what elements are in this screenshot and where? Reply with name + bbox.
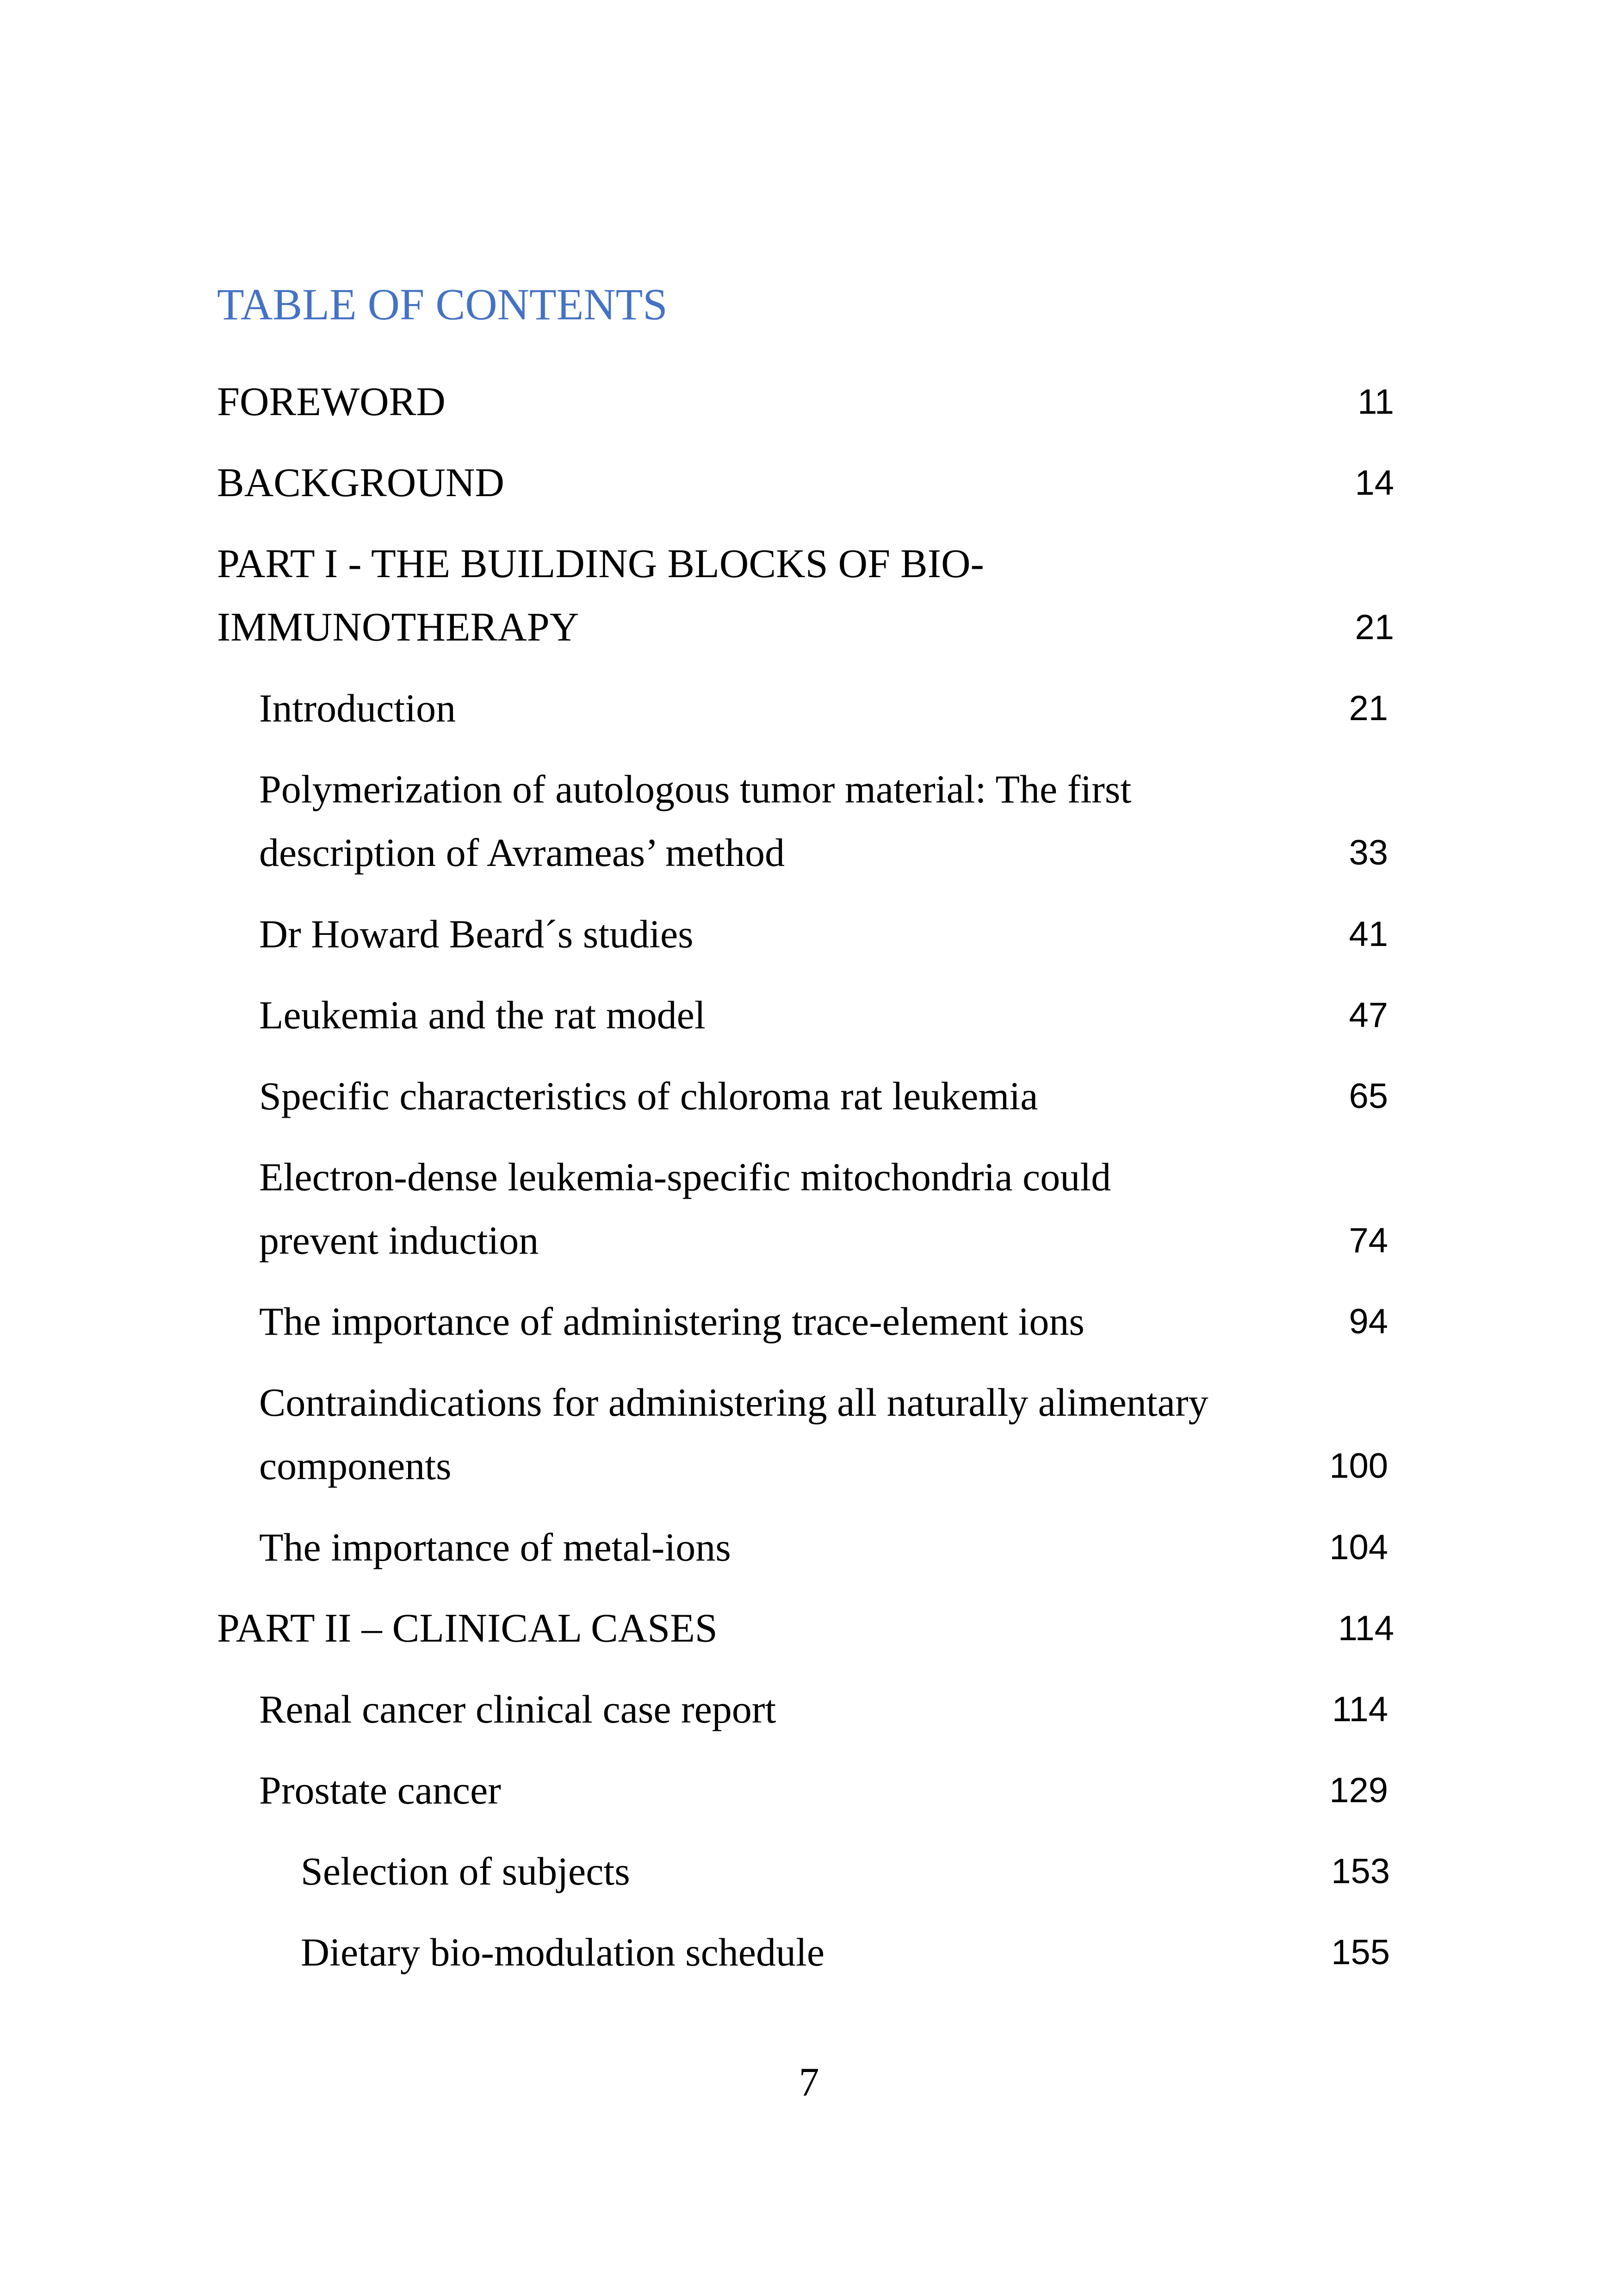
toc-entry-title: The importance of administering trace-element ions (259, 1299, 1085, 1344)
toc-entry-introduction[interactable] (259, 677, 1388, 740)
toc-entry-polymerization[interactable] (259, 758, 1388, 884)
toc-entry-title: Dr Howard Beard´s studies (259, 912, 694, 956)
toc-entry-trace-element[interactable] (259, 1290, 1388, 1353)
toc-entry-page: 155 (1331, 1933, 1390, 1972)
toc-entry-title: Introduction (259, 686, 456, 730)
toc-entry-title-line2: prevent induction (259, 1218, 539, 1263)
toc-entry-part-ii[interactable] (217, 1597, 1394, 1660)
toc-entry-page: 100 (1329, 1446, 1388, 1486)
toc-entry-page: 14 (1355, 463, 1394, 503)
toc-entry-title-line1: Electron-dense leukemia-specific mitochondria could (259, 1155, 1111, 1199)
toc-heading: TABLE OF CONTENTS (217, 280, 668, 329)
toc-entry-title-line1: Contraindications for administering all naturally alimentary (259, 1380, 1209, 1425)
toc-entry-page: 65 (1349, 1076, 1388, 1116)
toc-entry-title: BACKGROUND (217, 460, 504, 505)
toc-entry-page: 114 (1332, 1690, 1388, 1729)
toc-entry-page: 104 (1329, 1528, 1388, 1567)
toc-entry-title: PART II – CLINICAL CASES (217, 1606, 718, 1651)
toc-entry-page: 153 (1331, 1852, 1390, 1891)
toc-entry-contraindications[interactable] (259, 1371, 1388, 1498)
toc-entry-background[interactable] (217, 451, 1394, 515)
toc-entry-title: Dietary bio-modulation schedule (301, 1930, 825, 1974)
toc-entry-title: Leukemia and the rat model (259, 993, 706, 1037)
toc-entry-part-i[interactable] (217, 532, 1394, 659)
toc-entry-page: 21 (1355, 608, 1394, 647)
toc-entry-page: 21 (1349, 689, 1388, 728)
toc-entry-chloroma[interactable] (259, 1064, 1388, 1128)
toc-entry-dietary-schedule[interactable] (301, 1921, 1390, 1984)
toc-entry-title-line2: description of Avrameas’ method (259, 830, 785, 875)
toc-entry-title-line2: IMMUNOTHERAPY (217, 605, 579, 650)
toc-entry-electron-dense[interactable] (259, 1145, 1388, 1272)
toc-entry-title: FOREWORD (217, 380, 446, 424)
toc-entry-title: The importance of metal-ions (259, 1525, 731, 1569)
toc-entry-page: 47 (1349, 996, 1388, 1035)
toc-entry-page: 114 (1338, 1609, 1394, 1648)
toc-entry-title-line2: components (259, 1444, 452, 1488)
page-number: 7 (799, 2060, 819, 2105)
toc-entry-page: 74 (1349, 1221, 1388, 1260)
toc-entry-title-line1: Polymerization of autologous tumor material: The first (259, 767, 1132, 811)
toc-entry-renal-cancer[interactable] (259, 1678, 1388, 1741)
toc-entry-page: 11 (1358, 382, 1394, 422)
toc-entry-title: Prostate cancer (259, 1768, 501, 1812)
toc-entry-howard-beard[interactable] (259, 902, 1388, 966)
toc-entry-title-line1: PART I - THE BUILDING BLOCKS OF BIO- (217, 541, 984, 586)
toc-entry-title: Selection of subjects (301, 1849, 630, 1893)
toc-entry-page: 129 (1329, 1771, 1388, 1810)
toc-entry-page: 33 (1349, 833, 1388, 872)
toc-entry-title: Renal cancer clinical case report (259, 1687, 776, 1731)
toc-entry-prostate-cancer[interactable] (259, 1759, 1388, 1822)
toc-entry-page: 41 (1349, 915, 1388, 954)
toc-entry-page: 94 (1349, 1302, 1388, 1341)
toc-entry-title: Specific characteristics of chloroma rat leukemia (259, 1074, 1038, 1118)
toc-entry-selection-of-subjects[interactable] (301, 1840, 1390, 1903)
toc-entry-metal-ions[interactable] (259, 1516, 1388, 1579)
toc-entry-foreword[interactable] (217, 370, 1394, 434)
toc-entry-leukemia-rat-model[interactable] (259, 983, 1388, 1047)
